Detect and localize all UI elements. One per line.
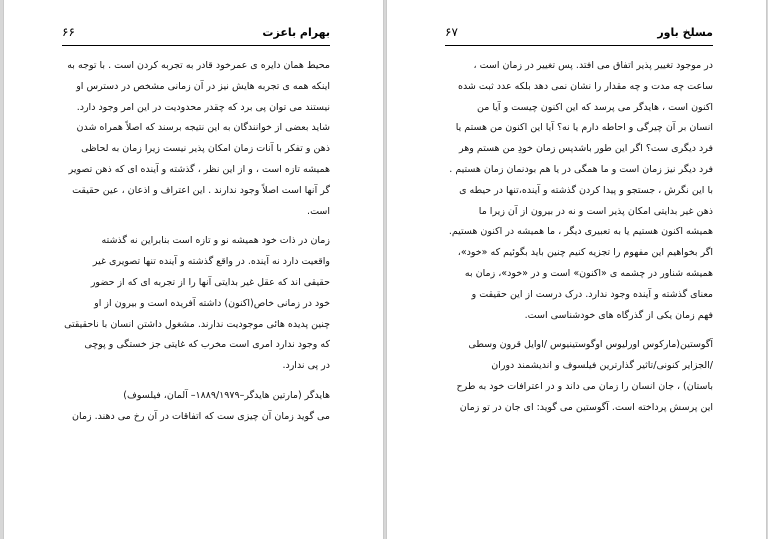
left-page-body: [62, 56, 330, 428]
text-line: حقیقی اند که عقل غیر بدایتی آنها را از تجربه ای که از حضور: [90, 276, 330, 288]
text-line: شاید بعضی از خوانندگان به این نتیجه برسند که اصلاً همراه شدن: [76, 122, 330, 134]
text-line: با این نگرش ، جستجو و پیدا کردن گذشته و آینده،تنها در حیطه ی: [459, 184, 713, 196]
left-header-rule: [62, 45, 330, 46]
text-line: در موجود تغییر پذیر اتفاق می افتد. پس تغییر در زمان است ،: [473, 60, 713, 71]
right-page-header-title: مسلخ باور: [657, 26, 713, 39]
text-line: محیط همان دایره ی عمرخود قادر به تجربه کردن است . با توجه به: [67, 60, 330, 71]
text-line: آگوستین(مارکوس اورلیوس اوگوستینیوس /اوایل قرون وسطی: [468, 339, 713, 351]
text-line: معنای گذشته و آینده وجود ندارد. درک درست از این حقیقت و: [471, 288, 713, 300]
text-line: فرد دیگر نیز زمان است و ما همگی در یا هم بودنمان زمان هستیم .: [449, 163, 713, 175]
text-line: گر آنها است اصلاً وجود ندارند . این اعتراف و اذعان ، عین حقیقت: [72, 184, 330, 196]
text-line: چنین پدیده هائی موجودیت ندارند. مشغول داشتن انسان با ناحقیقتی: [64, 318, 330, 330]
left-page: [4, 0, 383, 539]
left-page-header: [62, 26, 330, 42]
text-line: است.: [307, 205, 330, 217]
paragraph: [62, 56, 330, 222]
text-line: در پی ندارد.: [282, 360, 330, 372]
text-line: /الجزایر کنونی/تاثیر گذارترین فیلسوف و اندیشمند دوران: [491, 360, 713, 372]
text-line: خود در زمانی خاص(اکنون) داشته آفریده است و بیرون از او: [94, 297, 330, 309]
text-line: همیشه تازه است ، و از این نظر ، گذشته و آینده ای که ذهن تصویر: [68, 163, 330, 175]
text-line: همیشه شناور در چشمه ی «اکنون» است و در «خود»، زمان به: [464, 267, 713, 279]
text-line: زمان در ذات خود همیشه نو و تازه است بنابراین نه گذشته: [101, 235, 330, 247]
left-page-number: ۶۶: [62, 25, 75, 39]
right-header-rule: [445, 45, 713, 46]
left-page-header-title: بهرام باعزت: [262, 26, 330, 39]
paragraph: [62, 386, 330, 428]
right-page-number: ۶۷: [445, 25, 458, 39]
text-line: باستان) ، جان انسان را زمان می داند و در اعترافات خود به طرح: [456, 380, 713, 392]
paragraph: [62, 231, 330, 377]
text-line: فهم زمان یکی از گذرگاه های خودشناسی است.: [524, 309, 713, 321]
text-line: هایدگر (مارتین هایدگر–۱۸۸۹/۱۹۷۹– آلمان، فیلسوف): [123, 389, 330, 401]
right-page: [387, 0, 766, 539]
text-line: واقعیت دارد نه آینده. در واقع گذشته و آینده تنها تصویری غیر: [92, 256, 330, 268]
paragraph: [445, 335, 713, 418]
right-page-header: [445, 26, 713, 42]
text-line: فرد دیگری ست؟ اگر این طور باشدپس زمان خودِ من هستم وهر: [459, 143, 713, 155]
text-line: این پرسش پرداخته است. آگوستین می گوید: ای جان در تو زمان: [459, 401, 713, 413]
text-line: ذهن غیر بدایتی امکان پذیر است و نه در بیرون از آن زیرا ما: [478, 205, 713, 217]
text-line: اگر بخواهیم این مفهوم را تجزیه کنیم چنین باید بگوئیم که «خود»،: [457, 247, 713, 259]
text-line: اینکه همه ی تجربه هایش نیز در آن زمانی مشخص در دسترس او: [76, 80, 330, 92]
text-line: می گوید زمان آن چیزی ست که اتفاقات در آن رخ می دهند. زمان: [72, 410, 330, 422]
text-line: ذهن و تفکر با آنات زمان امکان پذیر نیست زیرا زمان به لحاظی: [81, 143, 330, 155]
text-line: ساعت چه مدت و چه مقدار را نشان نمی دهد بلکه عدد ثبت شده: [457, 80, 713, 92]
text-line: نیستند می توان پی برد که چقدر محدودیت در این امر وجود دارد.: [76, 101, 330, 113]
right-page-body: [445, 56, 713, 419]
paragraph: [445, 56, 713, 326]
text-line: که وجود ندارد امری است مخرب که غایتی جز خستگی و پوچی: [84, 339, 330, 351]
text-line: انسان بر آن چیرگی و احاطه دارم یا نه؟ آیا این اکنون من هستم یا: [455, 122, 713, 134]
text-line: اکنون است ، هایدگر می پرسد که این اکنون چیست و آیا من: [477, 101, 713, 113]
text-line: همیشه اکنون هستیم یا به تعبیری دیگر ، ما همیشه در اکنون هستیم.: [448, 226, 713, 238]
